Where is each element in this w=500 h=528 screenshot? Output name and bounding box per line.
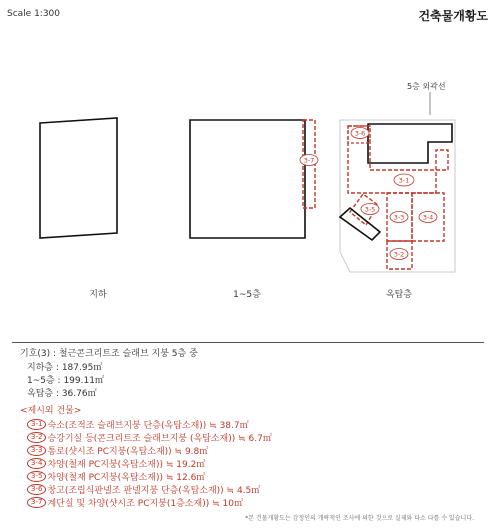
rooftop-label: 옥탑층 — [385, 290, 413, 300]
tag-3-6 — [351, 128, 369, 139]
extra-item — [27, 470, 205, 483]
extra-item — [27, 418, 249, 431]
item-text: 차양(철재 PC지붕(옥탑소재)) ≒ 12.6㎡ — [47, 473, 206, 483]
area-rooftop: 옥탑층 : 36.76㎡ — [27, 389, 97, 399]
legend-divider — [12, 342, 484, 343]
item-tag: 3-4 — [27, 458, 46, 469]
tag-3-2 — [390, 249, 408, 260]
svg-text:3-2: 3-2 — [393, 250, 405, 259]
item-text: 숙소(조적조 슬래브지붕 단층(옥탑소재)) ≒ 38.7㎡ — [47, 421, 249, 431]
tag-3-1 — [394, 174, 414, 186]
item-tag: 3-5 — [27, 471, 46, 482]
legend-structure: 기호(3) : 철근콘크리트조 슬래브 지붕 5층 중 — [20, 349, 198, 359]
extra-item — [27, 431, 272, 444]
floors-label: 1~5층 — [233, 290, 261, 300]
tag-3-4 — [419, 212, 437, 223]
page-title: 건축물개황도 — [418, 9, 488, 23]
extra-item — [27, 457, 205, 470]
item-text: 창고(조립식판넬조 판넬지붕 단층(옥탑소재)) ≒ 4.5㎡ — [47, 486, 261, 496]
extra-item — [27, 444, 208, 457]
area-basement: 지하층 : 187.95㎡ — [27, 363, 103, 373]
svg-text:3-4: 3-4 — [422, 213, 434, 222]
rooftop-structure-outline — [368, 124, 452, 163]
svg-text:3-3: 3-3 — [393, 213, 405, 222]
scale-label: Scale 1:300 — [7, 9, 61, 19]
item-text: 통로(샷시조 PC지붕(옥탑소재)) ≒ 9.8㎡ — [47, 447, 209, 457]
tag-3-3 — [390, 212, 408, 223]
extra-buildings-title: <제시외 건물> — [20, 406, 82, 416]
item-text: 계단실 및 차양(샷시조 PC지붕(1층소재)) ≒ 10㎡ — [47, 499, 243, 509]
svg-text:3-5: 3-5 — [364, 205, 376, 214]
item-text: 차양(철재 PC지붕(옥탑소재)) ≒ 19.2㎡ — [47, 460, 206, 470]
area-floors: 1~5층 : 199.11㎡ — [27, 376, 104, 386]
extra-item — [27, 483, 260, 496]
item-text: 승강기실 등(콘크리트조 슬래브지붕 (옥탑소재)) ≒ 6.7㎡ — [47, 434, 272, 444]
basement-label: 지하 — [89, 290, 107, 300]
item-tag: 3-7 — [27, 497, 46, 508]
item-tag: 3-1 — [27, 419, 46, 430]
footnote: *본 건물개황도는 감정인의 개략적인 조사에 의한 것으로 실제와 다소 다를 수 있습니다. — [245, 515, 474, 522]
svg-text:3-7: 3-7 — [303, 156, 315, 165]
item-tag: 3-6 — [27, 484, 46, 495]
item-tag: 3-2 — [27, 432, 46, 443]
svg-text:3-1: 3-1 — [398, 176, 410, 185]
svg-text:3-6: 3-6 — [354, 129, 366, 138]
basement-plan-outline — [40, 118, 117, 238]
tag-3-7 — [300, 155, 318, 166]
floors-plan-outline — [190, 120, 305, 238]
extra-item — [27, 496, 243, 509]
tag-3-5 — [361, 204, 379, 215]
item-tag: 3-3 — [27, 445, 46, 456]
fifth-floor-outline-label: 5층 외곽선 — [407, 82, 446, 91]
